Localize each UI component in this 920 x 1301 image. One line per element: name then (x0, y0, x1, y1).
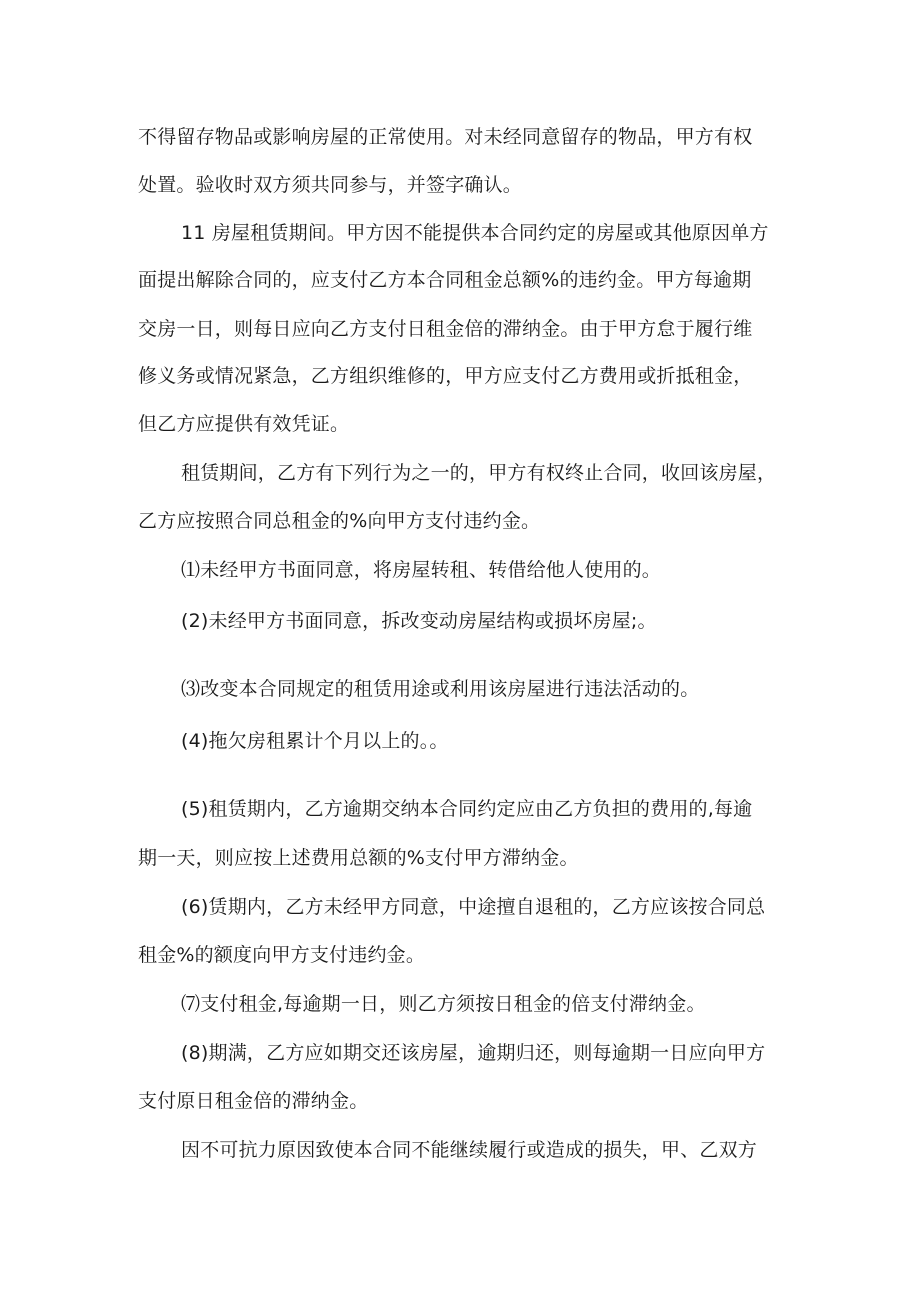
text-line: 11 房屋租赁期间。甲方因不能提供本合同约定的房屋或其他原因单方 (181, 222, 769, 244)
text-line: 支付原日租金倍的滞纳金。 (138, 1090, 369, 1112)
text-line: 租金%的额度向甲方支付违约金。 (138, 944, 426, 966)
list-item: ⑶改变本合同规定的租赁用途或利用该房屋进行违法活动的。 (181, 678, 700, 700)
text-line: 租赁期间，乙方有下列行为之一的，甲方有权终止合同，收回该房屋， (181, 462, 777, 484)
text-line: 但乙方应提供有效凭证。 (138, 413, 350, 435)
text-line: 交房一日，则每日应向乙方支付日租金倍的滞纳金。由于甲方怠于履行维 (138, 318, 753, 340)
list-item: (6)赁期内，乙方未经甲方同意，中途擅自退租的，乙方应该按合同总 (181, 896, 766, 918)
text-line: 处置。验收时双方须共同参与，并签字确认。 (138, 174, 523, 196)
text-line: 面提出解除合同的，应支付乙方本合同租金总额%的违约金。甲方每逾期 (138, 269, 752, 291)
list-item: (8)期满，乙方应如期交还该房屋，逾期归还，则每逾期一日应向甲方 (181, 1042, 766, 1064)
list-item: (4)拖欠房租累计个月以上的。。 (181, 730, 449, 752)
text-line: 修义务或情况紧急，乙方组织维修的，甲方应支付乙方费用或折抵租金， (138, 365, 753, 387)
text-line: 不得留存物品或影响房屋的正常使用。对未经同意留存的物品，甲方有权 (138, 126, 753, 148)
list-item: (2)未经甲方书面同意，拆改变动房屋结构或损坏房屋;。 (181, 610, 657, 632)
text-line: 乙方应按照合同总租金的%向甲方支付违约金。 (138, 510, 541, 532)
list-item: (5)租赁期内，乙方逾期交纳本合同约定应由乙方负担的费用的,每逾 (181, 798, 753, 820)
text-line: 期一天，则应按上述费用总额的%支付甲方滞纳金。 (138, 847, 579, 869)
list-item: ⑺支付租金,每逾期一日，则乙方须按日租金的倍支付滞纳金。 (181, 993, 706, 1015)
text-line: 因不可抗力原因致使本合同不能继续履行或造成的损失，甲、乙双方 (181, 1139, 758, 1161)
list-item: ⑴未经甲方书面同意，将房屋转租、转借给他人使用的。 (181, 559, 662, 581)
